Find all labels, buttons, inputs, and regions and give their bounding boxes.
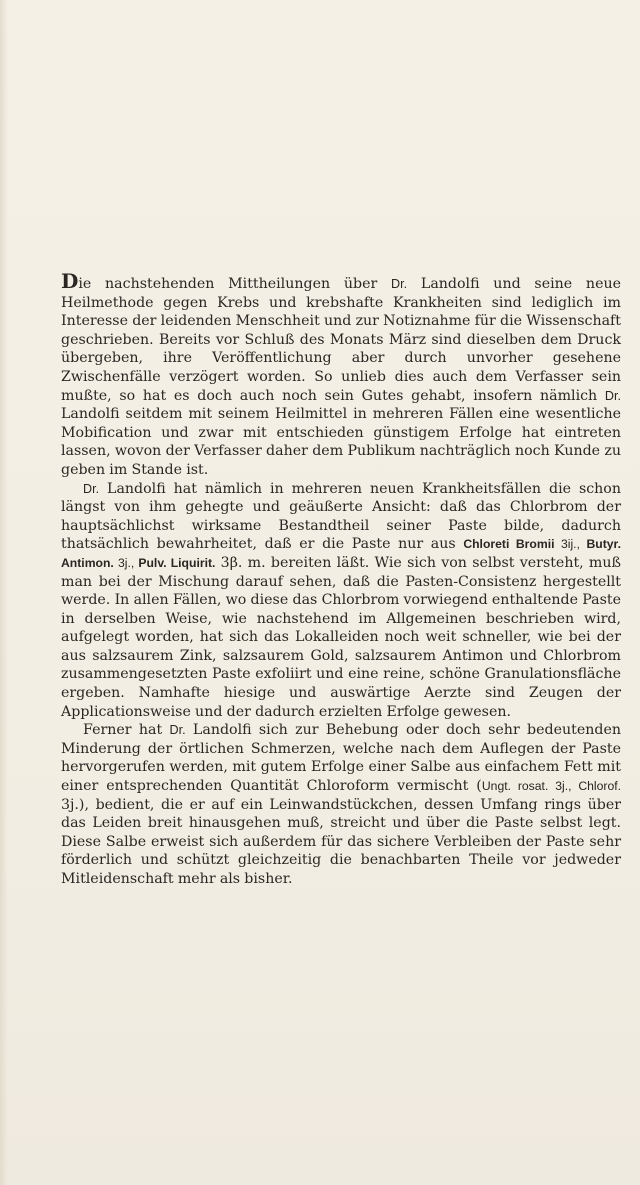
- paragraph-3: [61, 721, 621, 888]
- latin-ingredient: Butyr. Antimon.: [61, 537, 621, 570]
- text-run: 3β. m. bereiten läßt. Wie sich von selbst versteht, muß man bei der Mischung darauf sehen, daß die Pasten-Consistenz hergestellt werde. In allen Fällen, wo diese das Chlorbrom vorwiegend enthaltende Paste in derselben Weise, wie nachstehend im Allgemeinen beschrieben wird, aufgelegt worden, hat sich das Lokalleiden noch weit schneller, wie bei der aus salzsaurem Zink, salzsaurem Gold, salzsaurem Antimon und Chlorbrom zusammengesetzten Paste exfoliirt und eine reine, schöne Granulationsfläche ergeben. Namhafte hiesige und auswärtige Aerzte sind Zeugen der Applicationsweise und der dadurch erzielten Erfolge gewesen.: [61, 554, 621, 720]
- title-abbrev: Dr.: [604, 388, 621, 403]
- title-abbrev: Dr.: [391, 277, 408, 291]
- article-body: [61, 269, 622, 889]
- text-run: 3j.), bedient, die er auf ein Leinwandstückchen, dessen Umfang rings über das Leiden breit hinausgehen muß, streicht und über die Paste selbst legt. Diese Salbe erweist sich außerdem für das sichere Verbleiben der Paste sehr förderlich und schützt gleichzeitig die benachbarten Theile vor jedweder Mitleidenschaft mehr als bisher.: [61, 796, 621, 887]
- paragraph-1: [61, 269, 622, 480]
- latin-ingredient: Chloreti Bromii: [463, 537, 555, 552]
- page-binding-edge: [0, 0, 8, 1185]
- paragraph-2: [61, 480, 621, 722]
- dosage: 3j.,: [548, 779, 579, 794]
- text-run: Landolfi und seine neue Heilmethode gegen Krebs und krebshafte Krankheiten sind lediglich im Interesse der leidenden Menschheit und zur Notiznahme für die Wissenschaft geschrieben. Bereits vor Schluß des Monats März sind dieselben dem Druck übergeben, ihre Veröffentlichung aber durch unvorher gesehene Zwischenfälle verzögert worden. So unlieb dies auch dem Verfasser sein mußte, so hat es doch auch noch sein Gutes gehabt, insofern nämlich: [61, 276, 622, 404]
- dosage: 3ij.,: [554, 537, 587, 552]
- text-run: Ferner hat: [83, 722, 170, 739]
- latin-ingredient: Chlorof.: [578, 779, 622, 794]
- latin-ingredient: Ungt. rosat.: [481, 779, 549, 794]
- text-run: ie nachstehenden Mittheilungen über: [78, 276, 392, 292]
- dosage: 3j.,: [113, 555, 139, 570]
- text-run: Landolfi sich zur Behebung oder doch sehr bedeutenden Minderung der örtlichen Schmerzen, welche nach dem Auflegen der Paste hervorgerufen werden, mit gutem Erfolge einer Salbe aus einfachem Fett mit einer entsprechenden Quantität Chloroform vermischt (: [61, 722, 621, 795]
- title-abbrev: Dr.: [83, 481, 100, 496]
- text-run: Landolfi seitdem mit seinem Heilmittel in mehreren Fällen eine wesentliche Mobification und zwar mit entschieden günstigem Erfolge hat eintreten lassen, wovon der Verfasser daher dem Publikum nachträglich noch Kunde zu geben im Stande ist.: [61, 406, 621, 478]
- title-abbrev: Dr.: [169, 723, 186, 738]
- drop-capital: D: [61, 269, 79, 293]
- text-run: Landolfi hat nämlich in mehreren neuen Krankheitsfällen die schon längst von ihm gehegte und geäußerte Ansicht: daß das Chlorbrom der hauptsächlichst wirksame Bestandtheil seiner Paste bilde, dadurch thatsächlich bewahrheitet, daß er die Paste nur aus: [61, 480, 621, 553]
- latin-ingredient: Pulv. Liquirit.: [138, 555, 216, 570]
